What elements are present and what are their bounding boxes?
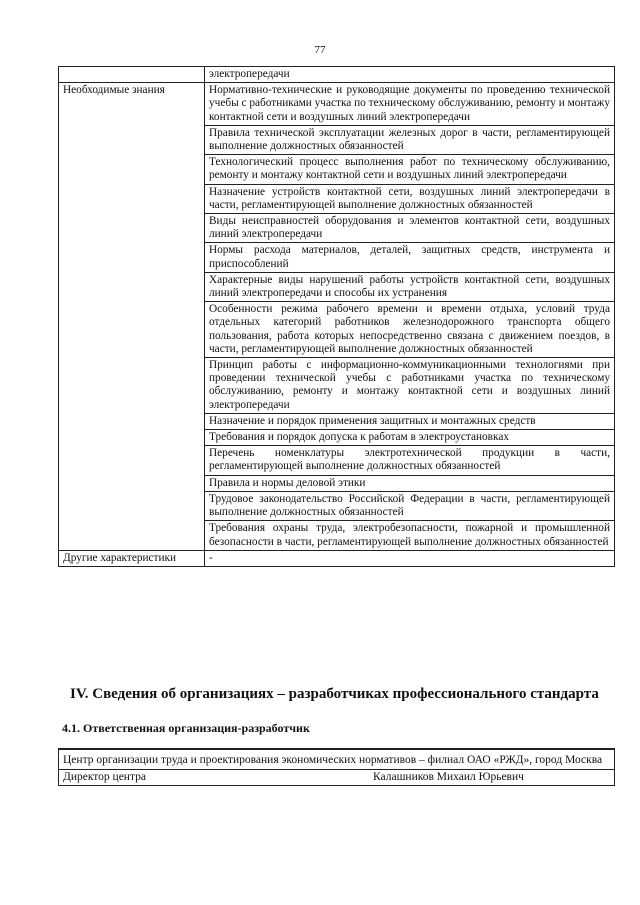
- other-characteristics-label: Другие характеристики: [59, 550, 205, 566]
- subsection-heading: 4.1. Ответственная организация-разработчик: [62, 721, 310, 735]
- table-row: [59, 550, 615, 566]
- other-characteristics-value: -: [205, 550, 615, 566]
- continuation-cell: электропередачи: [205, 67, 615, 83]
- director-cell: [59, 769, 615, 786]
- knowledge-item: Нормы расхода материалов, деталей, защитных средств, инструмента и приспособлений: [205, 243, 615, 272]
- knowledge-item: Назначение и порядок применения защитных и монтажных средств: [205, 413, 615, 429]
- table-row: [59, 67, 615, 83]
- knowledge-item: Технологический процесс выполнения работ по техническому обслуживанию, ремонту и монтажу контактной сети и воздушных линий электропередачи: [205, 155, 615, 184]
- knowledge-item: Характерные виды нарушений работы устройств контактной сети, воздушных линий электропередачи и способы их устранения: [205, 272, 615, 301]
- table-row: [59, 749, 615, 769]
- knowledge-item: Перечень номенклатуры электротехнической продукции в части, регламентирующей выполнение должностных обязанностей: [205, 446, 615, 475]
- section-heading: IV. Сведения об организациях – разработчиках профессионального стандарта: [70, 686, 599, 702]
- table-cell-empty: [59, 67, 205, 83]
- knowledge-item: Требования охраны труда, электробезопасности, пожарной и промышленной безопасности в части, регламентирующей выполнение должностных обязанностей: [205, 521, 615, 550]
- knowledge-item: Принцип работы с информационно-коммуникационными технологиями при проведении технической учебы с работниками участка по техническому обслуживанию, ремонту и монтажу контактной сети и воздушных линий электропередачи: [205, 358, 615, 414]
- knowledge-item: Правила и нормы деловой этики: [205, 475, 615, 491]
- knowledge-item: Назначение устройств контактной сети, воздушных линий электропередачи в части, регламентирующей выполнение должностных обязанностей: [205, 184, 615, 213]
- organization-table: [58, 748, 615, 786]
- organization-name: Центр организации труда и проектирования экономических нормативов – филиал ОАО «РЖД», город Москва: [59, 749, 615, 769]
- knowledge-table-body: [59, 67, 615, 567]
- page-number: 77: [314, 44, 326, 56]
- knowledge-item: Нормативно-технические и руководящие документы по проведению технической учебы с работниками участка по техническому обслуживанию, ремонту и монтажу контактной сети и воздушных линий электропередачи: [205, 83, 615, 126]
- director-row: [63, 771, 610, 785]
- knowledge-item: Требования и порядок допуска к работам в электроустановках: [205, 430, 615, 446]
- knowledge-item: Правила технической эксплуатации железных дорог в части, регламентирующей выполнение должностных обязанностей: [205, 125, 615, 154]
- knowledge-table: [58, 66, 615, 567]
- knowledge-item: Виды неисправностей оборудования и элементов контактной сети, воздушных линий электропередачи: [205, 214, 615, 243]
- table-row: [59, 769, 615, 786]
- knowledge-item: Трудовое законодательство Российской Федерации в части, регламентирующей выполнение должностных обязанностей: [205, 491, 615, 520]
- director-name: Калашников Михаил Юрьевич: [373, 770, 524, 783]
- director-title: Директор центра: [63, 770, 146, 783]
- knowledge-item: Особенности режима рабочего времени и времени отдыха, условий труда отдельных категорий работников железнодорожного транспорта общего пользования, работа которых непосредственно связана с движением поездов, в части, регламентирующей выполнение должностных обязанностей: [205, 302, 615, 358]
- required-knowledge-label: Необходимые знания: [59, 83, 205, 551]
- table-row: [59, 83, 615, 126]
